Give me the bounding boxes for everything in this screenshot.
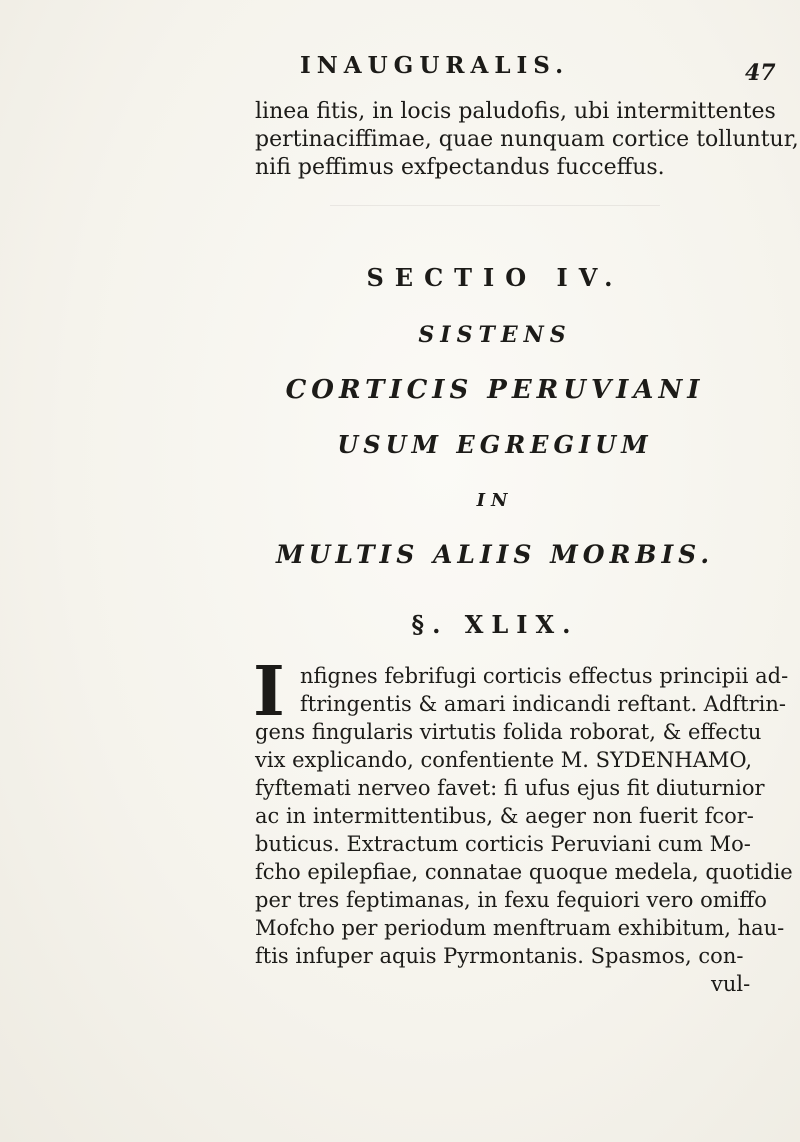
paragraph-line-9: per tres feptimanas, in fexu fequiori vero omiffo bbox=[255, 888, 767, 912]
top-paragraph-line-3: nifi peffimus exfpectandus fucceffus. bbox=[255, 155, 665, 180]
catchword: vul- bbox=[711, 972, 751, 996]
paragraph-line-5: fyftemati nerveo favet: fi ufus ejus fit diuturnior bbox=[255, 776, 765, 800]
paragraph-line-1: nfignes febrifugi corticis effectus principii ad- bbox=[300, 664, 789, 688]
running-head: INAUGURALIS. bbox=[300, 52, 570, 79]
section-heading: SECTIO IV. bbox=[366, 263, 624, 292]
page-noise-band bbox=[330, 205, 660, 206]
section-title-multis: MULTIS ALIIS MORBIS. bbox=[275, 540, 715, 569]
top-paragraph-line-2: pertinaciffimae, quae nunquam cortice tolluntur, bbox=[255, 127, 799, 152]
paragraph-line-2: ftringentis & amari indicandi reftant. Adftrin- bbox=[300, 692, 786, 716]
paragraph-line-7: buticus. Extractum corticis Peruviani cum Mo- bbox=[255, 832, 751, 856]
section-title-in: IN bbox=[476, 490, 514, 511]
top-paragraph-line-1: linea fitis, in locis paludofis, ubi intermittentes bbox=[255, 99, 776, 124]
paragraph-line-6: ac in intermittentibus, & aeger non fuerit fcor- bbox=[255, 804, 754, 828]
paragraph-line-8: fcho epilepfiae, connatae quoque medela, quotidie bbox=[255, 860, 793, 884]
section-subheading-sistens: SISTENS bbox=[418, 322, 572, 348]
paragraph-line-4: vix explicando, confentiente M. SYDENHAMO, bbox=[255, 748, 753, 772]
paragraph-line-11: ftis infuper aquis Pyrmontanis. Spasmos, con- bbox=[255, 944, 744, 968]
paragraph-line-10: Mofcho per periodum menftruam exhibitum, hau- bbox=[255, 916, 785, 940]
page-number: 47 bbox=[745, 60, 776, 86]
drop-cap: I bbox=[253, 652, 285, 732]
paragraph-line-3: gens fingularis virtutis folida roborat, & effectu bbox=[255, 720, 762, 744]
section-title-corticis: CORTICIS PERUVIANI bbox=[285, 375, 705, 405]
section-title-usum: USUM EGREGIUM bbox=[337, 430, 653, 459]
paragraph-number: §. XLIX. bbox=[411, 610, 579, 639]
